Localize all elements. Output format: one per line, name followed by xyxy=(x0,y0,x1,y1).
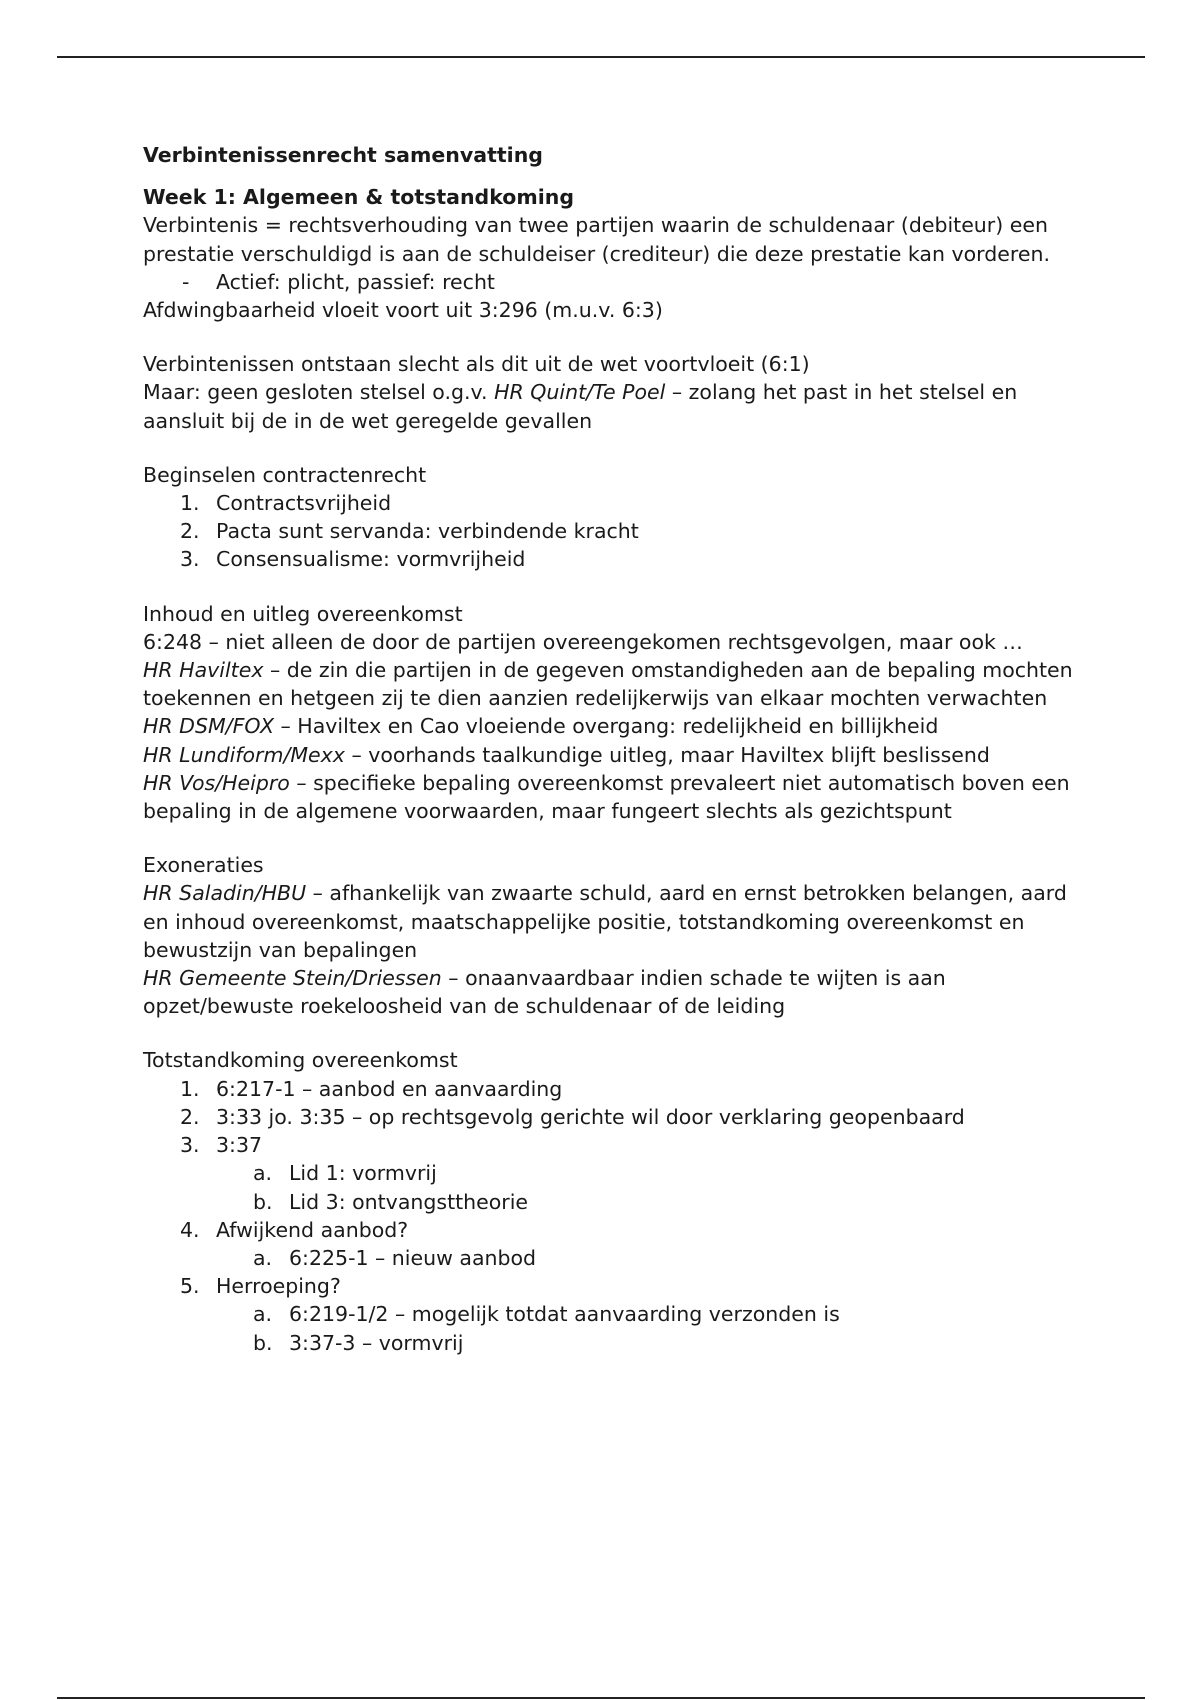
document-body xyxy=(143,141,1083,1357)
bullet-item xyxy=(143,268,1083,296)
sub-list-text: Lid 1: vormvrij xyxy=(289,1161,437,1186)
list-item xyxy=(143,1103,1083,1131)
case-lundiform: HR Lundiform/Mexx xyxy=(143,742,345,767)
list-text: 3:37 xyxy=(216,1133,263,1158)
list-number: 2. xyxy=(180,519,200,544)
sub-list-text: 3:37-3 – vormvrij xyxy=(289,1330,464,1355)
sub-list-letter: a. xyxy=(253,1302,273,1327)
afdwingbaarheid-line: Afdwingbaarheid vloeit voort uit 3:296 (m.u.v. 6:3) xyxy=(143,298,663,323)
sub-list-item xyxy=(143,1244,1083,1272)
stein-text: – onaanvaardbaar indien schade te wijten is aan opzet/bewuste roekeloosheid van de schuldenaar of de leiding xyxy=(143,966,946,1019)
list-item xyxy=(143,1075,1083,1103)
week-heading: Week 1: Algemeen & totstandkoming xyxy=(143,185,575,210)
list-text: 6:217-1 – aanbod en aanvaarding xyxy=(216,1076,563,1101)
stein-paragraph xyxy=(143,964,1083,1020)
sub-list-text: 6:225-1 – nieuw aanbod xyxy=(289,1245,537,1270)
list-text: Contractsvrijheid xyxy=(216,491,392,516)
list-item xyxy=(143,545,1083,573)
saladin-text: – afhankelijk van zwaarte schuld, aard en ernst betrokken belangen, aard en inhoud overeenkomst, maatschappelijke positie, totstandkoming overeenkomst en bewustzijn van bepalingen xyxy=(143,881,1067,962)
case-saladin: HR Saladin/HBU xyxy=(143,881,307,906)
art-6-248-paragraph: 6:248 – niet alleen de door de partijen overeengekomen rechtsgevolgen, maar ook … xyxy=(143,629,1023,654)
top-rule xyxy=(57,56,1145,58)
vos-paragraph xyxy=(143,769,1083,825)
exoneraties-heading: Exoneraties xyxy=(143,853,264,878)
list-item xyxy=(143,1131,1083,1159)
list-number: 1. xyxy=(180,491,200,516)
lundiform-text: – voorhands taalkundige uitleg, maar Haviltex blijft beslissend xyxy=(344,742,990,767)
sub-list-item xyxy=(143,1188,1083,1216)
bottom-rule xyxy=(57,1697,1145,1699)
bullet-marker: - xyxy=(182,269,190,294)
sub-list-letter: a. xyxy=(253,1245,273,1270)
case-dsm: HR DSM/FOX xyxy=(143,714,274,739)
list-number: 3. xyxy=(180,1133,200,1158)
list-text: Afwijkend aanbod? xyxy=(216,1217,409,1242)
maar-suffix: – zolang het past in het stelsel en aansluit bij de in de wet geregelde gevallen xyxy=(143,380,1018,433)
list-text: Pacta sunt servanda: verbindende kracht xyxy=(216,519,639,544)
list-text: Herroeping? xyxy=(216,1274,341,1299)
dsm-text: – Haviltex en Cao vloeiende overgang: redelijkheid en billijkheid xyxy=(274,714,939,739)
beginselen-heading: Beginselen contractenrecht xyxy=(143,462,427,487)
ontstaan-line: Verbintenissen ontstaan slecht als dit uit de wet voortvloeit (6:1) xyxy=(143,352,810,377)
list-item xyxy=(143,489,1083,517)
dsm-paragraph xyxy=(143,712,1083,740)
maar-prefix: Maar: geen gesloten stelsel o.g.v. xyxy=(143,380,495,405)
list-number: 1. xyxy=(180,1076,200,1101)
inhoud-heading: Inhoud en uitleg overeenkomst xyxy=(143,601,463,626)
haviltex-text: – de zin die partijen in de gegeven omstandigheden aan de bepaling mochten toekennen en hetgeen zij te dien aanzien redelijkerwijs van elkaar mochten verwachten xyxy=(143,658,1073,711)
sub-list-letter: a. xyxy=(253,1161,273,1186)
list-text: Consensualisme: vormvrijheid xyxy=(216,547,526,572)
haviltex-paragraph xyxy=(143,656,1083,712)
list-item xyxy=(143,517,1083,545)
case-haviltex: HR Haviltex xyxy=(143,658,264,683)
maar-paragraph xyxy=(143,378,1083,434)
bullet-text: Actief: plicht, passief: recht xyxy=(216,269,495,294)
totstandkoming-heading: Totstandkoming overeenkomst xyxy=(143,1048,458,1073)
lundiform-paragraph xyxy=(143,741,1083,769)
sub-list-letter: b. xyxy=(253,1330,273,1355)
case-quint: HR Quint/Te Poel xyxy=(494,380,666,405)
saladin-paragraph xyxy=(143,879,1083,964)
sub-list-item xyxy=(143,1329,1083,1357)
case-stein: HR Gemeente Stein/Driessen xyxy=(143,966,442,991)
sub-list-text: 6:219-1/2 – mogelijk totdat aanvaarding verzonden is xyxy=(289,1302,840,1327)
sub-list-letter: b. xyxy=(253,1189,273,1214)
case-vos: HR Vos/Heipro xyxy=(143,770,290,795)
sub-list-item xyxy=(143,1300,1083,1328)
list-text: 3:33 jo. 3:35 – op rechtsgevolg gerichte wil door verklaring geopenbaard xyxy=(216,1104,965,1129)
document-title: Verbintenissenrecht samenvatting xyxy=(143,143,543,167)
list-number: 4. xyxy=(180,1217,200,1242)
vos-text: – specifieke bepaling overeenkomst prevaleert niet automatisch boven een bepaling in de algemene voorwaarden, maar fungeert slechts als gezichtspunt xyxy=(143,770,1070,824)
list-number: 2. xyxy=(180,1104,200,1129)
list-number: 5. xyxy=(180,1274,200,1299)
sub-list-text: Lid 3: ontvangsttheorie xyxy=(289,1189,529,1214)
list-item xyxy=(143,1272,1083,1300)
list-item xyxy=(143,1216,1083,1244)
sub-list-item xyxy=(143,1159,1083,1187)
list-number: 3. xyxy=(180,547,200,572)
definition-paragraph: Verbintenis = rechtsverhouding van twee partijen waarin de schuldenaar (debiteur) een prestatie verschuldigd is aan de schuldeiser (crediteur) die deze prestatie kan vorderen. xyxy=(143,213,1050,266)
